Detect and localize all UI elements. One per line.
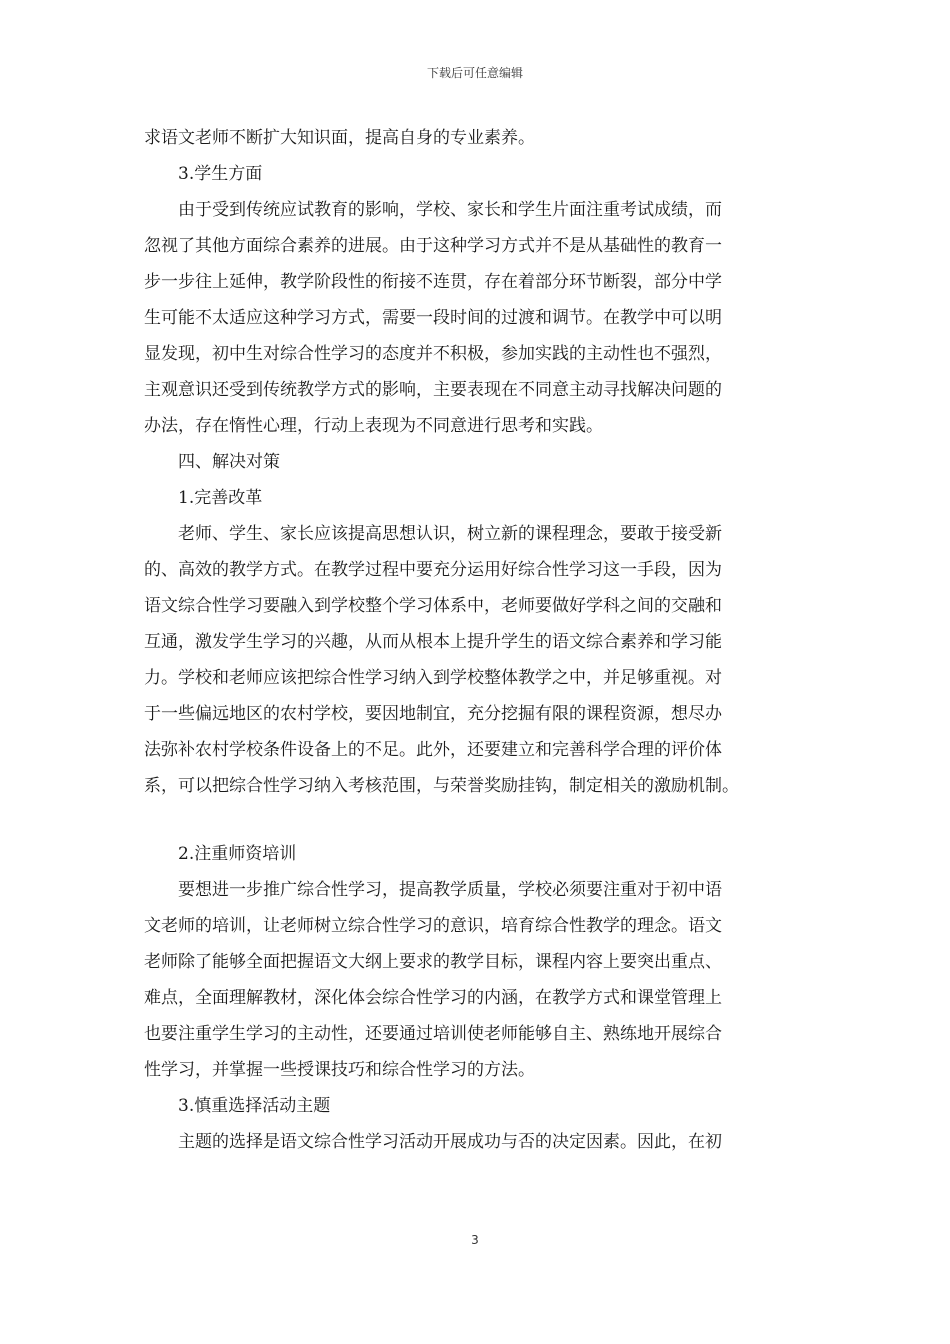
paragraph-line: 的、高效的教学方式。在教学过程中要充分运用好综合性学习这一手段，因为 <box>144 560 722 580</box>
paragraph-line: 忽视了其他方面综合素养的进展。由于这种学习方式并不是从基础性的教育一 <box>144 236 722 256</box>
section-heading: 2.注重师资培训 <box>178 844 297 864</box>
paragraph-line: 老师、学生、家长应该提高思想认识，树立新的课程理念，要敢于接受新 <box>178 524 722 544</box>
chapter-heading: 四、解决对策 <box>178 452 280 472</box>
paragraph-line: 办法，存在惰性心理，行动上表现为不同意进行思考和实践。 <box>144 416 603 436</box>
section-heading: 3.学生方面 <box>178 164 263 184</box>
paragraph-line: 要想进一步推广综合性学习，提高教学质量，学校必须要注重对于初中语 <box>178 880 722 900</box>
paragraph-spacer <box>144 804 824 836</box>
page-number: 3 <box>471 1233 479 1247</box>
paragraph-line: 系，可以把综合性学习纳入考核范围，与荣誉奖励挂钩，制定相关的激励机制。 <box>144 776 739 796</box>
paragraph-line: 主观意识还受到传统教学方式的影响，主要表现在不同意主动寻找解决问题的 <box>144 380 722 400</box>
paragraph-line: 也要注重学生学习的主动性，还要通过培训使老师能够自主、熟练地开展综合 <box>144 1024 722 1044</box>
paragraph-line: 于一些偏远地区的农村学校，要因地制宜，充分挖掘有限的课程资源，想尽办 <box>144 704 722 724</box>
paragraph-line: 由于受到传统应试教育的影响，学校、家长和学生片面注重考试成绩，而 <box>178 200 722 220</box>
paragraph-line: 步一步往上延伸，教学阶段性的衔接不连贯，存在着部分环节断裂，部分中学 <box>144 272 722 292</box>
paragraph-line: 显发现，初中生对综合性学习的态度并不积极，参加实践的主动性也不强烈， <box>144 344 722 364</box>
paragraph-line: 生可能不太适应这种学习方式，需要一段时间的过渡和调节。在教学中可以明 <box>144 308 722 328</box>
paragraph-line: 老师除了能够全面把握语文大纲上要求的教学目标，课程内容上要突出重点、 <box>144 952 722 972</box>
paragraph-line: 语文综合性学习要融入到学校整个学习体系中，老师要做好学科之间的交融和 <box>144 596 722 616</box>
paragraph-line: 主题的选择是语文综合性学习活动开展成功与否的决定因素。因此，在初 <box>178 1132 722 1152</box>
paragraph-line: 求语文老师不断扩大知识面，提高自身的专业素养。 <box>144 128 535 148</box>
section-heading: 1.完善改革 <box>178 488 263 508</box>
section-heading: 3.慎重选择活动主题 <box>178 1096 331 1116</box>
paragraph-line: 法弥补农村学校条件设备上的不足。此外，还要建立和完善科学合理的评价体 <box>144 740 722 760</box>
page-header: 下载后可任意编辑 <box>426 66 523 80</box>
paragraph-line: 互通，激发学生学习的兴趣，从而从根本上提升学生的语文综合素养和学习能 <box>144 632 722 652</box>
paragraph-line: 文老师的培训，让老师树立综合性学习的意识，培育综合性教学的理念。语文 <box>144 916 722 936</box>
paragraph-line: 难点，全面理解教材，深化体会综合性学习的内涵，在教学方式和课堂管理上 <box>144 988 722 1008</box>
document-body <box>144 120 824 1160</box>
paragraph-line: 性学习，并掌握一些授课技巧和综合性学习的方法。 <box>144 1060 535 1080</box>
paragraph-line: 力。学校和老师应该把综合性学习纳入到学校整体教学之中，并足够重视。对 <box>144 668 722 688</box>
